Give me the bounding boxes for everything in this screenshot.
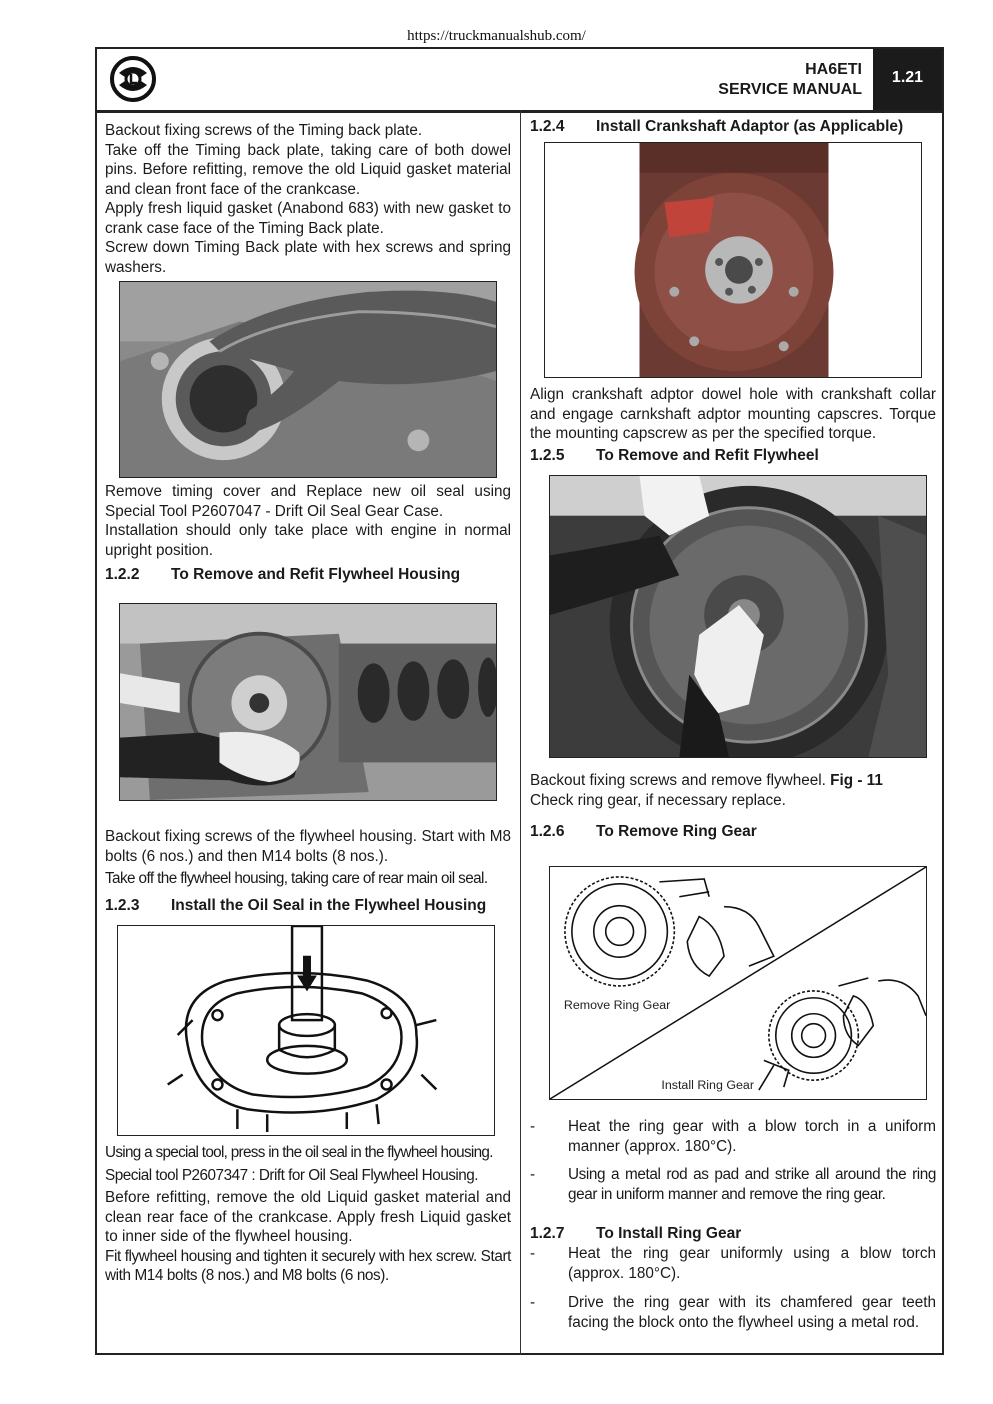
left-column-bottom [105, 1143, 511, 1286]
paragraph: Align crankshaft adptor dowel hole with crankshaft collar and engage carnkshaft adptor mounting capscres. Torque the mounting capscrew as per the specified torque. [530, 386, 936, 442]
left-column-mid [105, 482, 511, 585]
page-frame [95, 47, 944, 1355]
section-heading-1-2-3: 1.2.3 Install the Oil Seal in the Flywheel Housing [105, 896, 487, 914]
paragraph: Fit flywheel housing and tighten it securely with hex screw. Start with M14 bolts (8 nos.) and M8 bolts (6 nos). [105, 1247, 511, 1284]
right-column-lower [530, 771, 936, 842]
paragraph: Take off the flywheel housing, taking care of rear main oil seal. [105, 870, 488, 887]
page-header [97, 49, 942, 113]
crankshaft-adaptor-photo [544, 142, 922, 378]
paragraph: Take off the Timing back plate, taking care of both dowel pins. Before refitting, remove the old Liquid gasket material and clean front face of the crankcase. [105, 141, 511, 198]
oil-seal-drift-tool-diagram [117, 925, 495, 1136]
paragraph: Apply fresh liquid gasket (Anabond 683) with new gasket to crank case face of the Timing Back plate. [105, 200, 511, 237]
fig-label-install: Install Ring Gear [661, 1078, 754, 1093]
paragraph: Backout fixing screws of the flywheel housing. Start with M8 bolts (6 nos.) and then M14 bolts (8 nos.). [105, 828, 511, 865]
ring-gear-diagram [549, 866, 927, 1100]
bullet-item: - Drive the ring gear with its chamfered gear teeth facing the block onto the flywheel using a metal rod. [530, 1294, 936, 1331]
figure-reference: Fig - 11 [830, 772, 883, 789]
page-number: 1.21 [873, 49, 942, 110]
flywheel-housing-photo [119, 603, 497, 801]
bullet-item: - Heat the ring gear with a blow torch in a uniform manner (approx. 180°C). [530, 1118, 936, 1155]
paragraph: Special tool P2607347 : Drift for Oil Seal Flywheel Housing. [105, 1166, 479, 1184]
paragraph: Before refitting, remove the old Liquid gasket material and clean rear face of the crankcase. Apply fresh Liquid gasket to inner side of the flywheel housing. [105, 1189, 511, 1245]
manual-title [718, 60, 862, 100]
manual-name: SERVICE MANUAL [718, 81, 862, 98]
right-column-bottom [530, 1117, 936, 1332]
left-column-lower [105, 827, 511, 916]
section-heading-1-2-6: 1.2.6 To Remove Ring Gear [530, 823, 757, 840]
fig-label-remove: Remove Ring Gear [563, 997, 671, 1012]
section-heading-1-2-4: 1.2.4 Install Crankshaft Adaptor (as Applicable) [530, 118, 904, 135]
paragraph: Check ring gear, if necessary replace. [530, 791, 786, 809]
section-heading-1-2-2: 1.2.2 To Remove and Refit Flywheel Housing [105, 566, 461, 583]
column-divider [520, 111, 521, 1355]
left-column-top [105, 121, 511, 277]
paragraph: Using a special tool, press in the oil seal in the flywheel housing. [105, 1144, 493, 1161]
section-heading-1-2-7: 1.2.7 To Install Ring Gear [530, 1225, 742, 1242]
right-column-top [530, 117, 932, 137]
paragraph: Remove timing cover and Replace new oil seal using Special Tool P2607047 - Drift Oil Seal Gear Case. [105, 483, 511, 520]
paragraph: Backout fixing screws of the Timing back plate. [105, 122, 423, 139]
paragraph: Screw down Timing Back plate with hex screws and spring washers. [105, 239, 511, 276]
bullet-item: - Heat the ring gear uniformly using a blow torch (approx. 180°C). [530, 1245, 936, 1282]
paragraph: Backout fixing screws and remove flywheel. Fig - 11 [530, 772, 883, 789]
right-column-mid [530, 385, 936, 466]
model-name: HA6ETI [805, 61, 862, 78]
flywheel-removal-photo [549, 475, 927, 758]
timing-plate-oil-seal-photo [119, 281, 497, 478]
ashok-leyland-logo-icon [109, 55, 157, 103]
source-url[interactable]: https://truckmanualshub.com/ [407, 28, 586, 44]
section-heading-1-2-5: 1.2.5 To Remove and Refit Flywheel [530, 446, 819, 464]
bullet-item: - Using a metal rod as pad and strike all around the ring gear in uniform manner and remove the ring gear. [530, 1166, 936, 1203]
paragraph: Installation should only take place with engine in normal upright position. [105, 522, 511, 559]
